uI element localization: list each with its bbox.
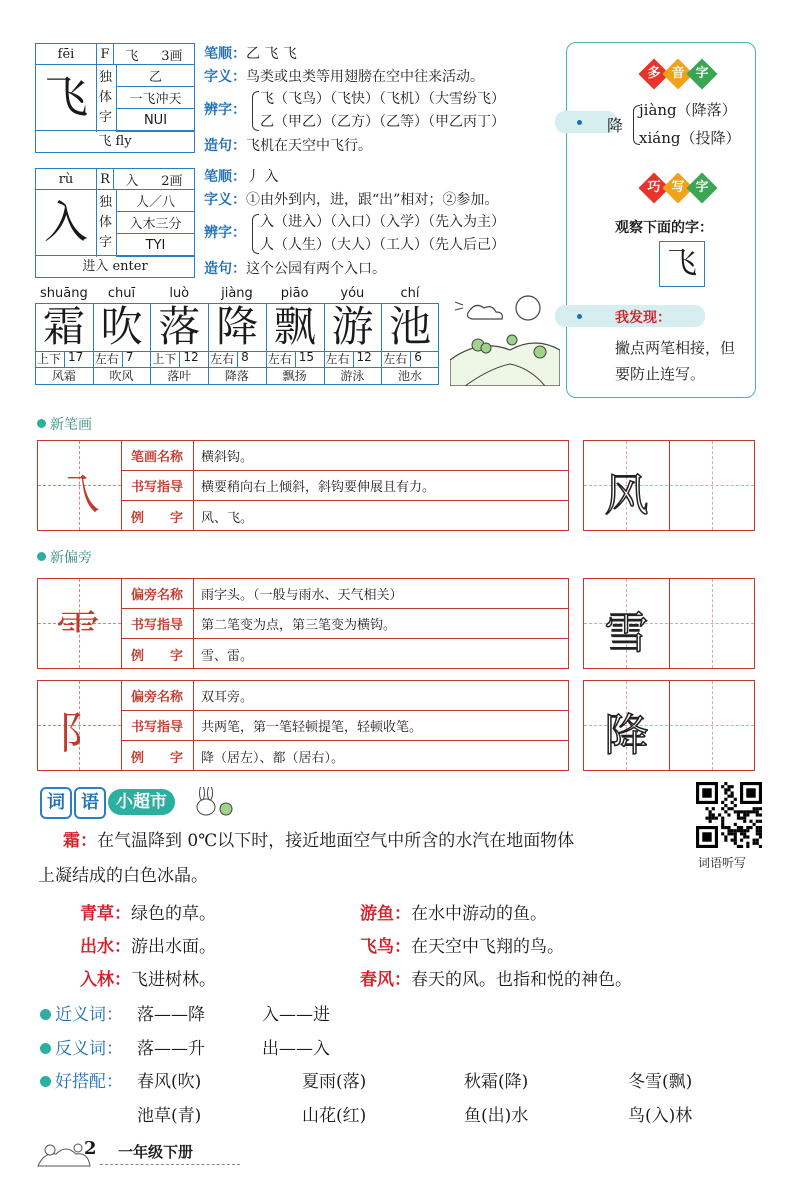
big-char: 飞 bbox=[44, 72, 88, 123]
stroke-table bbox=[37, 440, 569, 531]
value: 飞机在天空中飞行。 bbox=[246, 138, 372, 154]
char-side-divider bbox=[96, 64, 97, 132]
banner-word-box bbox=[74, 787, 106, 819]
row-value: 共两笔，第一笔轻顿提笔，轻顿收笔。 bbox=[201, 720, 423, 735]
row-key: 例 字 bbox=[121, 501, 194, 531]
stats-divider bbox=[410, 351, 411, 367]
practice-char: 风 bbox=[604, 470, 649, 521]
stats-divider bbox=[237, 351, 238, 367]
info-row bbox=[121, 441, 568, 471]
value: 入（进入）（入口）（入学）（先入为主） bbox=[260, 214, 505, 230]
row-value: 降（居左）、都（居右）。 bbox=[201, 750, 345, 766]
char-structure: 左右 bbox=[325, 352, 350, 366]
row-key: 书写指导 bbox=[121, 609, 194, 638]
type-labels bbox=[99, 193, 112, 253]
duoyin-char: 降 bbox=[607, 116, 624, 135]
stats-divider bbox=[295, 351, 296, 367]
info-row bbox=[121, 741, 568, 771]
antonym: 落——升 bbox=[137, 1039, 205, 1059]
char-pinyin: luò bbox=[169, 286, 190, 301]
char-word: 游泳 bbox=[340, 369, 365, 383]
radical-letter: R bbox=[100, 171, 110, 187]
glyph-cell bbox=[38, 441, 122, 530]
char-strokes: 12 bbox=[356, 350, 372, 364]
shuang-definition bbox=[63, 826, 574, 851]
row-key: 例 字 bbox=[121, 639, 194, 669]
row-key: 书写指导 bbox=[121, 471, 194, 500]
char-pinyin: chí bbox=[400, 286, 420, 301]
char-strokes: 17 bbox=[68, 350, 84, 364]
char-glyph: 吹 bbox=[100, 302, 143, 351]
code-text: NUI bbox=[143, 112, 168, 128]
row-key: 笔画名称 bbox=[121, 441, 194, 470]
title-char: 多 bbox=[647, 66, 661, 81]
radical-table-2 bbox=[37, 680, 569, 771]
reading-2 bbox=[639, 127, 740, 148]
vocab-value: 在天空中飞翔的鸟。 bbox=[411, 937, 564, 957]
char-structure: 左右 bbox=[267, 352, 292, 366]
char-strokes: 6 bbox=[414, 350, 422, 364]
rabbit-icon bbox=[190, 787, 236, 817]
reading-1 bbox=[639, 99, 737, 120]
row-value: 雨字头。（一般与雨水、天气相关） bbox=[201, 588, 403, 603]
char-pinyin: shuāng bbox=[39, 286, 88, 301]
ru-bianzi-1 bbox=[260, 211, 505, 231]
pill-dot bbox=[577, 120, 582, 125]
type-label: 独 bbox=[99, 70, 113, 85]
vocab-banner bbox=[40, 787, 240, 817]
fei-zaoju bbox=[204, 135, 372, 155]
vocab-item bbox=[80, 899, 216, 924]
vocab-item bbox=[360, 965, 632, 990]
fei-bianzi-1 bbox=[260, 88, 505, 108]
char-strokes: 8 bbox=[241, 350, 249, 364]
stroke-count: 3画 bbox=[161, 48, 183, 64]
reading: xiáng（投降） bbox=[639, 129, 741, 147]
code-cell bbox=[116, 233, 195, 257]
vocab-item bbox=[80, 932, 216, 957]
pinyin: rù bbox=[58, 171, 74, 187]
pill-dot bbox=[577, 314, 582, 319]
vocab-key: 飞鸟： bbox=[360, 937, 411, 957]
practice-grid bbox=[583, 440, 755, 531]
stroke-count: 2画 bbox=[161, 173, 183, 189]
stats-divider bbox=[179, 351, 180, 367]
char-word: 落叶 bbox=[167, 369, 192, 383]
char-word: 飘扬 bbox=[282, 369, 307, 383]
info-row bbox=[121, 579, 568, 609]
value: ①由外到内，进，跟“出”相对；②参加。 bbox=[246, 192, 499, 208]
char-strokes: 7 bbox=[125, 350, 134, 364]
observe-text: 观察下面的字： bbox=[615, 220, 713, 236]
radical-glyph: ⻗ bbox=[56, 606, 100, 657]
idiom-cell bbox=[116, 211, 195, 234]
ru-bianzi-2 bbox=[260, 234, 505, 254]
bullet-icon bbox=[40, 1076, 51, 1087]
collocation: 春风(吹) bbox=[137, 1072, 202, 1092]
vocab-item bbox=[80, 965, 216, 990]
discover-label: 我发现： bbox=[615, 310, 671, 326]
info-row bbox=[121, 609, 568, 639]
reading: jiàng（降落） bbox=[639, 101, 737, 119]
value: 飞（飞鸟）（飞快）（飞机）（大雪纷飞） bbox=[260, 91, 505, 107]
discover-text bbox=[615, 335, 735, 387]
shuang-definition-cont bbox=[38, 861, 208, 886]
banner-tag-text: 小超市 bbox=[116, 792, 167, 812]
label: 字义： bbox=[204, 192, 246, 208]
pinyin-cell bbox=[35, 168, 97, 190]
collocation: 鸟(入)林 bbox=[628, 1106, 693, 1126]
idiom-cell bbox=[116, 86, 195, 109]
vocab-key: 青草： bbox=[80, 904, 131, 924]
synonym: 入——进 bbox=[262, 1005, 330, 1025]
char-card-ru bbox=[35, 168, 195, 278]
row-key: 偏旁名称 bbox=[121, 579, 194, 608]
char-pinyin: piāo bbox=[280, 286, 309, 301]
char-column bbox=[150, 288, 208, 388]
stats-divider bbox=[353, 351, 354, 367]
struct-cell bbox=[116, 189, 195, 212]
section-new-radical bbox=[37, 547, 92, 567]
ru-bishun bbox=[204, 166, 278, 186]
struct-cell bbox=[116, 64, 195, 87]
row-value: 横斜钩。 bbox=[201, 450, 254, 465]
label: 字义： bbox=[204, 69, 246, 85]
struct-text: 乙 bbox=[148, 70, 162, 85]
row-value: 横要稍向右上倾斜，斜钩要伸展且有力。 bbox=[201, 480, 436, 495]
section-new-stroke bbox=[37, 414, 92, 434]
type-labels bbox=[99, 68, 112, 128]
vocab-key: 霜： bbox=[63, 831, 97, 851]
label: 笔顺： bbox=[204, 169, 246, 185]
char-strokes: 12 bbox=[183, 350, 199, 364]
section-title: 新笔画 bbox=[50, 417, 92, 433]
vocab-value: 游出水面。 bbox=[131, 937, 216, 957]
discover-line: 撇点两笔相接，但 bbox=[615, 339, 736, 357]
pinyin: fēi bbox=[57, 46, 75, 62]
row-value: 第二笔变为点，第三笔变为横钩。 bbox=[201, 618, 397, 633]
info-row bbox=[121, 681, 568, 711]
page-number: 2 bbox=[84, 1138, 97, 1159]
char-structure: 上下 bbox=[37, 352, 62, 366]
practice-grid bbox=[583, 578, 755, 669]
char-strokes: 15 bbox=[298, 350, 315, 364]
antonym: 出——入 bbox=[262, 1039, 330, 1059]
char-word: 风霜 bbox=[51, 369, 76, 383]
char-column bbox=[266, 288, 324, 388]
vocab-value: 飞进树林。 bbox=[131, 970, 216, 990]
brace bbox=[252, 214, 259, 254]
stroke-glyph: 乁 bbox=[56, 470, 100, 521]
collocation: 鱼(出)水 bbox=[464, 1106, 529, 1126]
value: 乙（甲乙）（乙方）（乙等）（甲乙丙丁） bbox=[260, 114, 505, 130]
char-glyph: 池 bbox=[389, 302, 432, 351]
fei-bianzi-2 bbox=[260, 111, 505, 131]
banner-tag bbox=[108, 789, 175, 815]
radical-table-1 bbox=[37, 578, 569, 669]
bullet-icon bbox=[40, 1009, 51, 1020]
label: 造句： bbox=[204, 261, 246, 277]
char-word: 降落 bbox=[224, 369, 249, 383]
char-glyph: 飘 bbox=[273, 302, 316, 351]
big-char: 入 bbox=[44, 197, 88, 248]
char-word: 吹风 bbox=[109, 369, 134, 383]
practice-char: 雪 bbox=[604, 608, 649, 659]
char-structure: 上下 bbox=[152, 352, 177, 366]
collocation: 山花(红) bbox=[302, 1106, 367, 1126]
char-word: 池水 bbox=[398, 369, 423, 383]
practice-char: 降 bbox=[604, 710, 649, 761]
footer-rule bbox=[100, 1164, 240, 1165]
value: 鸟类或虫类等用翅膀在空中往来活动。 bbox=[246, 69, 484, 85]
char-card-fei bbox=[35, 43, 195, 153]
radical: 飞 bbox=[125, 48, 139, 64]
char-column bbox=[208, 288, 266, 388]
synonym: 落——降 bbox=[137, 1005, 205, 1025]
radical-letter: F bbox=[100, 46, 110, 62]
glyph-cell bbox=[38, 681, 122, 770]
vocab-item bbox=[360, 899, 547, 924]
row-key: 偏旁名称 bbox=[121, 681, 194, 710]
collocation: 池草(青) bbox=[137, 1106, 202, 1126]
qr-caption: 词语听写 bbox=[698, 856, 747, 870]
value: 这个公园有两个入口。 bbox=[246, 261, 386, 277]
row-key: 例 字 bbox=[121, 741, 194, 771]
fei-bianzi-label bbox=[204, 99, 246, 119]
vocab-value: 在水中游动的鱼。 bbox=[411, 904, 547, 924]
antonym-row bbox=[40, 1034, 123, 1059]
fei-bishun bbox=[204, 43, 297, 63]
char-structure: 左右 bbox=[94, 352, 119, 366]
banner-word-box bbox=[40, 787, 72, 819]
char-column bbox=[93, 288, 151, 388]
radical: 入 bbox=[125, 173, 139, 189]
banner-char: 语 bbox=[81, 792, 99, 813]
title-char: 音 bbox=[671, 66, 685, 81]
banner-char: 词 bbox=[47, 792, 65, 813]
type-label: 体 bbox=[99, 90, 113, 105]
synonym-row bbox=[40, 1000, 123, 1025]
pinyin-cell bbox=[35, 43, 97, 65]
bullet-icon bbox=[40, 1043, 51, 1054]
stats-divider bbox=[122, 351, 123, 367]
info-row bbox=[121, 501, 568, 531]
ru-bianzi-label bbox=[204, 222, 246, 242]
struct-text: 人／八 bbox=[135, 195, 175, 210]
radical-letter-cell bbox=[96, 43, 114, 65]
row-label: 反义词： bbox=[55, 1039, 123, 1059]
row-value: 风、飞。 bbox=[201, 510, 254, 526]
section-title: 新偏旁 bbox=[50, 550, 92, 566]
title-char: 巧 bbox=[647, 180, 661, 195]
char-glyph: 游 bbox=[331, 302, 374, 351]
char-pinyin: yóu bbox=[340, 286, 365, 301]
title-char: 字 bbox=[695, 180, 709, 195]
label: 笔顺： bbox=[204, 46, 246, 62]
brace bbox=[252, 91, 259, 131]
card-footer: 进入 enter bbox=[36, 255, 194, 277]
code-cell bbox=[116, 108, 195, 132]
ru-zaoju bbox=[204, 258, 386, 278]
title-char: 字 bbox=[695, 66, 709, 81]
glyph-cell bbox=[38, 579, 122, 668]
fei-ziyi bbox=[204, 66, 484, 86]
row-value: 雪、雷。 bbox=[201, 648, 254, 664]
title-char: 写 bbox=[671, 180, 685, 195]
info-row bbox=[121, 471, 568, 501]
radical-glyph: 阝 bbox=[58, 708, 102, 759]
sample-char: 飞 bbox=[667, 246, 697, 281]
vocab-value: 绿色的草。 bbox=[131, 904, 216, 924]
vocab-value: 在气温降到 0℃以下时，接近地面空气中所含的水汽在地面物体 bbox=[97, 831, 575, 851]
char-column bbox=[324, 288, 382, 388]
row-value: 双耳旁。 bbox=[201, 690, 254, 705]
type-label: 字 bbox=[99, 235, 113, 250]
vocab-key: 春风： bbox=[360, 970, 411, 990]
collocation: 夏雨(落) bbox=[302, 1072, 367, 1092]
scenery-illustration bbox=[450, 290, 560, 386]
char-structure: 左右 bbox=[383, 352, 408, 366]
vocab-key: 游鱼： bbox=[360, 904, 411, 924]
code-text: TYI bbox=[145, 237, 166, 253]
vocab-key: 出水： bbox=[80, 937, 131, 957]
discover-line: 要防止连写。 bbox=[615, 365, 706, 383]
collocation: 冬雪(飘) bbox=[628, 1072, 693, 1092]
info-row bbox=[121, 711, 568, 741]
book-title: 一年级下册 bbox=[118, 1143, 194, 1161]
idiom-text: 一飞冲天 bbox=[129, 92, 182, 107]
vocab-value: 上凝结成的白色冰晶。 bbox=[38, 866, 208, 886]
label: 辨字： bbox=[204, 102, 246, 118]
type-label: 字 bbox=[99, 110, 113, 125]
label: 造句： bbox=[204, 138, 246, 154]
row-label: 好搭配： bbox=[55, 1072, 123, 1092]
char-side-divider bbox=[96, 189, 97, 257]
char-structure: 左右 bbox=[210, 352, 235, 366]
char-pinyin: jiàng bbox=[221, 286, 253, 301]
collocation-row bbox=[40, 1067, 123, 1092]
char-column bbox=[381, 288, 439, 388]
bullet-icon bbox=[37, 552, 46, 561]
radical-cell bbox=[113, 43, 195, 65]
info-row bbox=[121, 639, 568, 669]
sample-char-box bbox=[659, 241, 705, 287]
vocab-value: 春天的风。也指和悦的神色。 bbox=[411, 970, 632, 990]
card-footer: 飞 fly bbox=[36, 130, 194, 152]
label: 辨字： bbox=[204, 225, 246, 241]
vocab-item bbox=[360, 932, 564, 957]
radical-cell bbox=[113, 168, 195, 190]
type-label: 独 bbox=[99, 195, 113, 210]
char-glyph: 落 bbox=[158, 302, 201, 351]
idiom-text: 入木三分 bbox=[129, 217, 182, 232]
row-label: 近义词： bbox=[55, 1005, 123, 1025]
qr-code-icon[interactable] bbox=[696, 782, 762, 848]
practice-grid bbox=[583, 680, 755, 771]
radical-letter-cell bbox=[96, 168, 114, 190]
char-glyph: 霜 bbox=[42, 302, 85, 351]
char-column bbox=[35, 288, 93, 388]
bullet-icon bbox=[37, 419, 46, 428]
collocation: 秋霜(降) bbox=[464, 1072, 529, 1092]
char-pinyin: chuī bbox=[107, 286, 136, 301]
value: 乙 飞 飞 bbox=[246, 46, 297, 62]
value: 人（人生）（大人）（工人）（先人后己） bbox=[260, 237, 505, 253]
ru-ziyi bbox=[204, 189, 498, 209]
char-glyph: 降 bbox=[216, 302, 259, 351]
value: 丿 入 bbox=[246, 169, 279, 185]
tips-panel bbox=[566, 42, 756, 398]
vocab-key: 入林： bbox=[80, 970, 131, 990]
row-key: 书写指导 bbox=[121, 711, 194, 740]
stats-divider bbox=[64, 351, 65, 367]
type-label: 体 bbox=[99, 215, 113, 230]
